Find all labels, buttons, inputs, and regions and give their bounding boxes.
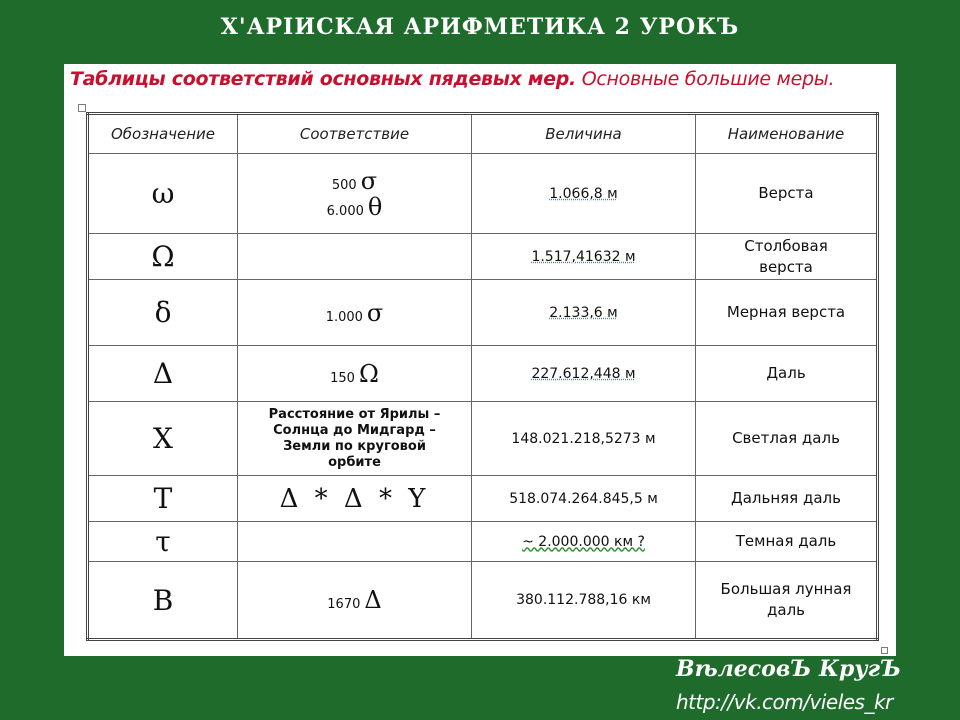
- correspondence-number: 500: [331, 177, 357, 193]
- name-cell: [696, 562, 878, 640]
- document-image: [64, 64, 896, 656]
- table-row: [88, 562, 878, 640]
- name-line: Большая лунная: [720, 580, 852, 598]
- symbol-cell: Δ: [88, 346, 238, 402]
- name-line: Светлая даль: [732, 429, 840, 447]
- correspondence-number: 150: [330, 370, 355, 386]
- name-cell: [696, 476, 878, 522]
- correspondence-cell: [238, 346, 472, 402]
- correspondence-text-line: Солнца до Мидгард –: [273, 422, 436, 438]
- correspondence-line: [242, 360, 467, 388]
- name-line: Темная даль: [735, 532, 837, 550]
- name-cell: [696, 402, 878, 476]
- heading-part-1: Таблицы соответствий основных пядевых мер.: [70, 68, 576, 90]
- symbol-cell: δ: [88, 280, 238, 346]
- table-row: [88, 154, 878, 234]
- value-cell: [472, 562, 696, 640]
- name-line: Даль: [766, 364, 806, 382]
- value-cell: [472, 476, 696, 522]
- correspondence-cell: [238, 476, 472, 522]
- correspondence-symbol: θ: [367, 192, 383, 221]
- correspondence-cell: [238, 402, 472, 476]
- value-cell: [472, 346, 696, 402]
- column-header: Величина: [472, 114, 696, 154]
- correspondence-cell: [238, 154, 472, 234]
- correspondence-expression: Δ * Δ * Y: [279, 483, 430, 514]
- value-cell: [472, 402, 696, 476]
- correspondence-number: 1670: [327, 597, 361, 612]
- correspondence-symbol: σ: [366, 298, 384, 327]
- table-row: [88, 522, 878, 562]
- name-line: Верста: [758, 184, 814, 202]
- correspondence-line: [242, 167, 467, 195]
- measures-table: [86, 112, 879, 641]
- value-text: 2.133,6 м: [549, 304, 618, 321]
- correspondence-text-line: Расстояние от Ярилы –: [268, 406, 441, 422]
- value-text: 518.074.264.845,5 м: [509, 490, 658, 507]
- symbol-cell: ω: [88, 154, 238, 234]
- correspondence-symbol: σ: [360, 166, 378, 195]
- symbol-cell: B: [88, 562, 238, 640]
- correspondence-line: [242, 586, 467, 614]
- symbol-cell: τ: [88, 522, 238, 562]
- name-cell: [696, 280, 878, 346]
- name-cell: [696, 234, 878, 280]
- value-text: 1.517,41632 м: [531, 248, 636, 265]
- document-heading: [70, 68, 834, 90]
- table-row: [88, 234, 878, 280]
- column-header: Наименование: [696, 114, 878, 154]
- value-cell: [472, 522, 696, 562]
- correspondence-symbol: Ω: [358, 359, 379, 388]
- correspondence-cell: [238, 522, 472, 562]
- value-text: 227.612,448 м: [531, 365, 636, 382]
- table-row: [88, 476, 878, 522]
- name-line: даль: [767, 601, 805, 619]
- brand-logo-text: ВѣлесовЪ КругЪ: [676, 656, 901, 682]
- name-line: Дальняя даль: [731, 489, 841, 507]
- table-resize-handle: [881, 647, 888, 654]
- value-cell: [472, 234, 696, 280]
- correspondence-number: 1.000: [325, 309, 363, 325]
- table-anchor-icon: [78, 104, 86, 112]
- name-cell: [696, 522, 878, 562]
- value-text: 148.021.218,5273 м: [511, 430, 656, 447]
- table-row: [88, 280, 878, 346]
- correspondence-cell: [238, 562, 472, 640]
- column-header: Соответствие: [238, 114, 472, 154]
- name-cell: [696, 346, 878, 402]
- table-row: [88, 402, 878, 476]
- correspondence-text-line: Земли по круговой: [283, 438, 426, 454]
- value-text: ~ 2.000.000 км ?: [522, 533, 645, 550]
- value-cell: [472, 154, 696, 234]
- source-url: http://vk.com/vieles_kr: [676, 690, 893, 714]
- correspondence-number: 6.000: [326, 203, 364, 219]
- value-cell: [472, 280, 696, 346]
- name-line: Столбовая: [744, 236, 828, 255]
- value-text: 380.112.788,16 км: [516, 592, 651, 608]
- correspondence-cell: [238, 234, 472, 280]
- correspondence-line: [242, 193, 467, 221]
- slide-title: Х'АРIИСКАЯ АРИФМЕТИКА 2 УРОКЪ: [220, 14, 740, 40]
- symbol-cell: T: [88, 476, 238, 522]
- correspondence-cell: [238, 280, 472, 346]
- correspondence-line: [242, 299, 467, 327]
- column-header: Обозначение: [88, 114, 238, 154]
- table-row: [88, 346, 878, 402]
- correspondence-text-line: орбите: [328, 454, 381, 470]
- symbol-cell: X: [88, 402, 238, 476]
- symbol-cell: Ω: [88, 234, 238, 280]
- name-cell: [696, 154, 878, 234]
- correspondence-symbol: Δ: [364, 586, 382, 614]
- heading-part-2: Основные большие меры.: [575, 68, 835, 90]
- value-text: 1.066,8 м: [549, 185, 618, 202]
- name-line: верста: [759, 257, 813, 276]
- name-line: Мерная верста: [726, 303, 846, 321]
